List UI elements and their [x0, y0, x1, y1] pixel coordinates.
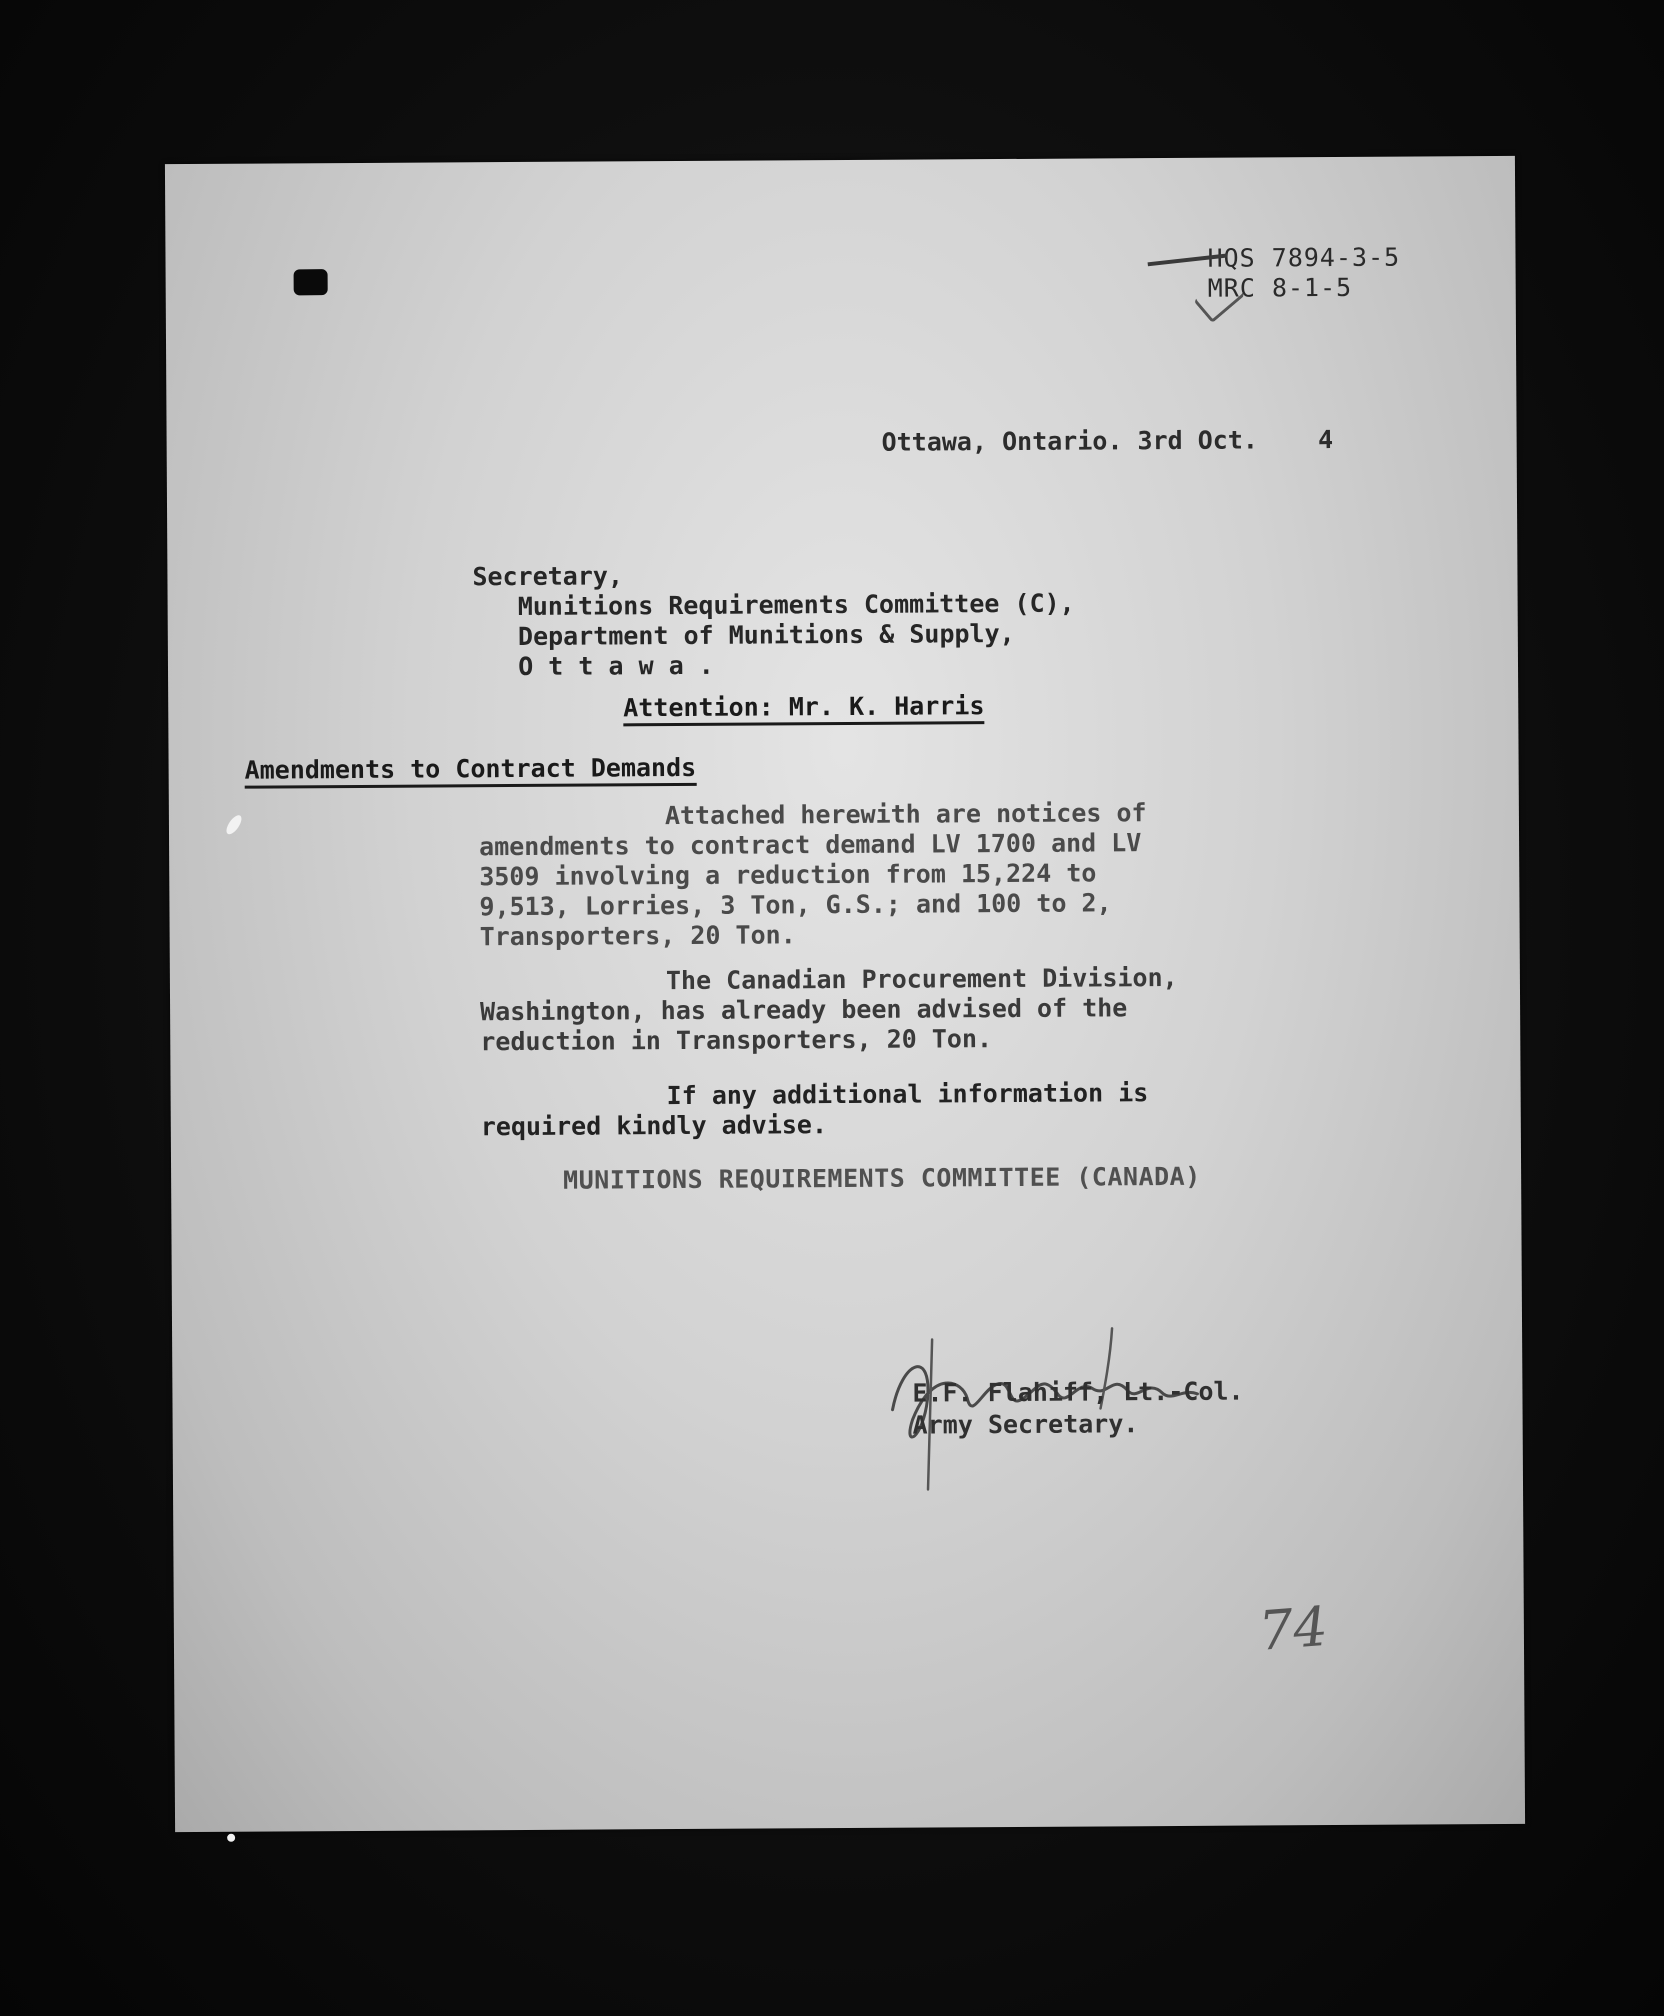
attention-line: Attention: Mr. K. Harris	[623, 691, 984, 726]
dateline: Ottawa, Ontario. 3rd Oct. 4	[881, 425, 1334, 457]
document-page	[165, 156, 1525, 1832]
reference-line-2: MRC 8-1-5	[1207, 272, 1353, 303]
addressee-block	[472, 559, 1075, 683]
scan-speck	[227, 1834, 235, 1842]
reference-line-1: HQS 7894-3-5	[1207, 242, 1401, 273]
body-paragraph: Attached herewith are notices of amendments to contract demand LV 1700 and LV 3509 involving a reduction from 15,224 to 9,513, Lorries, 3 Ton, G.S.; and 100 to 2, Transporters, 20 Ton.	[479, 798, 1147, 952]
file-reference	[1207, 243, 1400, 304]
body-paragraph: The Canadian Procurement Division, Washington, has already been advised of the reduction in Transporters, 20 Ton.	[480, 962, 1178, 1057]
page-number: 74	[1256, 1594, 1330, 1663]
addressee-line: Secretary,	[472, 561, 624, 592]
punch-hole	[294, 269, 328, 295]
scan-speck	[224, 813, 245, 837]
subject-heading: Amendments to Contract Demands	[245, 753, 697, 789]
addressee-line: Department of Munitions & Supply,	[472, 618, 1015, 652]
signatory-name: E.F. Flahiff, Lt.-Col.	[912, 1376, 1244, 1408]
signatory-block	[912, 1376, 1244, 1442]
addressee-line: Munitions Requirements Committee (C),	[472, 588, 1075, 622]
signatory-title: Army Secretary.	[912, 1409, 1139, 1440]
body-paragraph: If any additional information is required kindly advise.	[480, 1078, 1149, 1142]
addressee-line: O t t a w a .	[472, 650, 714, 682]
committee-name: MUNITIONS REQUIREMENTS COMMITTEE (CANADA)	[563, 1161, 1201, 1195]
